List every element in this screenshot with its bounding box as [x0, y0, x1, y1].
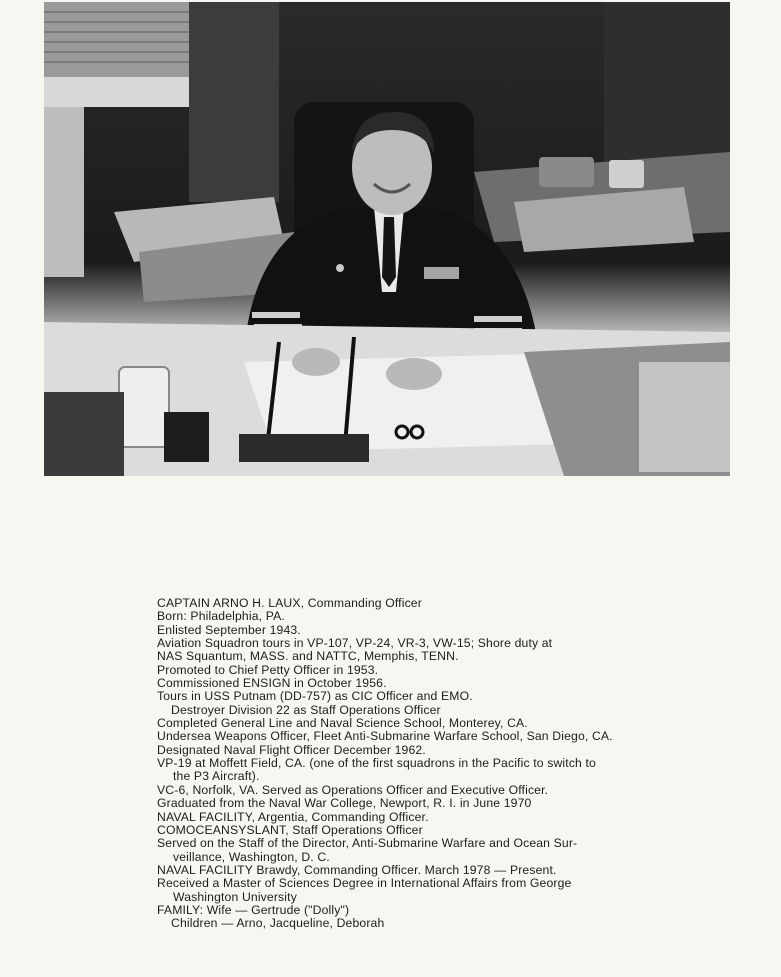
photo-illustration — [44, 2, 730, 476]
bio-line: Served on the Staff of the Director, Anti-Submarine Warfare and Ocean Sur- — [157, 836, 578, 851]
bio-line: COMOCEANSYSLANT, Staff Operations Officer — [157, 822, 423, 837]
bio-line: Children — Arno, Jacqueline, Deborah — [171, 916, 385, 931]
bio-line: Promoted to Chief Petty Officer in 1953. — [157, 662, 379, 677]
bio-line: Completed General Line and Naval Science School, Monterey, CA. — [157, 716, 528, 731]
bio-line: the P3 Aircraft). — [173, 769, 260, 784]
bio-line: Designated Naval Flight Officer December 1962. — [157, 742, 426, 757]
bio-line: Washington University — [173, 889, 297, 904]
bio-line: NAVAL FACILITY Brawdy, Commanding Officer. March 1978 — Present. — [157, 862, 557, 877]
bio-line: VP-19 at Moffett Field, CA. (one of the first squadrons in the Pacific to switch to — [157, 756, 596, 771]
portrait-photo — [44, 2, 730, 476]
bio-line: veillance, Washington, D. C. — [173, 849, 330, 864]
bio-line: Undersea Weapons Officer, Fleet Anti-Submarine Warfare School, San Diego, CA. — [157, 729, 613, 744]
bio-line: FAMILY: Wife — Gertrude ("Dolly") — [157, 902, 350, 917]
bio-line: VC-6, Norfolk, VA. Served as Operations Officer and Executive Officer. — [157, 782, 549, 797]
bio-line: Born: Philadelphia, PA. — [157, 609, 285, 624]
bio-line: NAS Squantum, MASS. and NATTC, Memphis, TENN. — [157, 649, 459, 664]
bio-line: Graduated from the Naval War College, Newport, R. I. in June 1970 — [157, 796, 532, 811]
bio-line: Received a Master of Sciences Degree in International Affairs from George — [157, 876, 572, 891]
bio-title: CAPTAIN ARNO H. LAUX, Commanding Officer — [157, 596, 422, 610]
bio-line: Tours in USS Putnam (DD-757) as CIC Officer and EMO. — [157, 689, 473, 704]
bio-line: NAVAL FACILITY, Argentia, Commanding Officer. — [157, 809, 429, 824]
bio-line: Aviation Squadron tours in VP-107, VP-24, VR-3, VW-15; Shore duty at — [157, 636, 553, 651]
bio-line: Commissioned ENSIGN in October 1956. — [157, 676, 387, 691]
bio-line: Enlisted September 1943. — [157, 622, 301, 637]
biography — [157, 597, 757, 931]
bio-line: Destroyer Division 22 as Staff Operations Officer — [171, 702, 441, 717]
